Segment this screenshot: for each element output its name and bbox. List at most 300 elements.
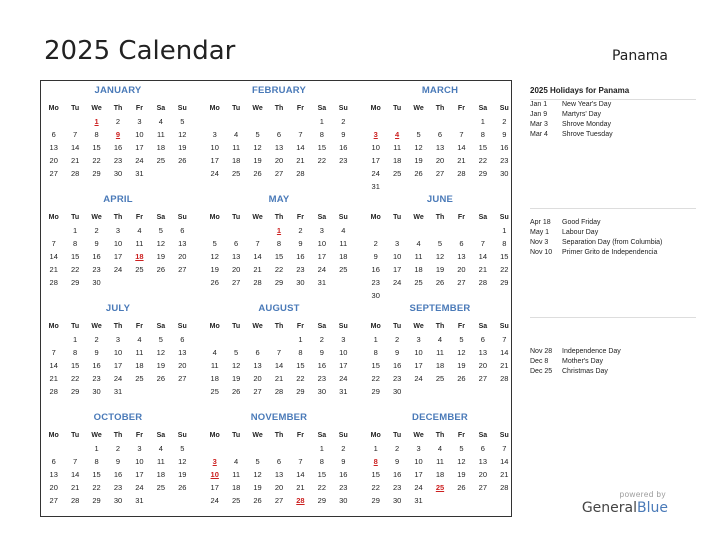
day-cell[interactable]: 21 [500, 470, 509, 479]
holiday-day-cell[interactable]: 3 [212, 457, 217, 466]
day-cell[interactable]: 4 [416, 239, 421, 248]
day-cell[interactable]: 4 [137, 335, 142, 344]
day-cell[interactable]: 3 [212, 130, 217, 139]
day-cell[interactable]: 20 [253, 374, 262, 383]
day-cell[interactable]: 1 [373, 444, 378, 453]
day-cell[interactable]: 21 [457, 156, 466, 165]
day-cell[interactable]: 26 [253, 496, 262, 505]
day-cell[interactable]: 19 [414, 156, 423, 165]
day-cell[interactable]: 18 [414, 265, 423, 274]
day-cell[interactable]: 24 [392, 278, 402, 287]
day-cell[interactable]: 29 [371, 496, 380, 505]
day-cell[interactable]: 3 [115, 226, 121, 235]
day-cell[interactable]: 13 [231, 252, 241, 261]
day-cell[interactable]: 25 [135, 374, 144, 383]
day-cell[interactable]: 21 [49, 265, 58, 274]
day-cell[interactable]: 28 [49, 278, 58, 287]
day-cell[interactable]: 13 [178, 348, 187, 357]
day-cell[interactable]: 22 [70, 374, 80, 383]
day-cell[interactable]: 2 [395, 444, 400, 453]
day-cell[interactable]: 12 [253, 470, 262, 479]
day-cell[interactable]: 12 [435, 252, 445, 261]
day-cell[interactable]: 4 [437, 335, 443, 344]
day-cell[interactable]: 7 [73, 130, 78, 139]
day-cell[interactable]: 30 [371, 291, 380, 300]
day-cell[interactable]: 30 [392, 387, 402, 396]
day-cell[interactable]: 20 [49, 156, 58, 165]
day-cell[interactable]: 16 [92, 252, 101, 261]
day-cell[interactable]: 1 [73, 335, 78, 344]
day-cell[interactable]: 22 [296, 374, 305, 383]
day-cell[interactable]: 19 [435, 265, 445, 274]
day-cell[interactable]: 14 [500, 348, 509, 357]
day-cell[interactable]: 9 [395, 348, 400, 357]
day-cell[interactable]: 10 [392, 252, 402, 261]
day-cell[interactable]: 5 [180, 117, 185, 126]
day-cell[interactable]: 18 [339, 252, 348, 261]
day-cell[interactable]: 10 [339, 348, 348, 357]
day-cell[interactable]: 11 [436, 457, 444, 466]
day-cell[interactable]: 25 [231, 169, 241, 178]
day-cell[interactable]: 11 [414, 252, 423, 261]
day-cell[interactable]: 24 [135, 483, 144, 492]
day-cell[interactable]: 23 [392, 374, 402, 383]
day-cell[interactable]: 20 [49, 483, 58, 492]
day-cell[interactable]: 19 [210, 265, 219, 274]
day-cell[interactable]: 26 [178, 483, 187, 492]
day-cell[interactable]: 19 [253, 156, 262, 165]
day-cell[interactable]: 19 [156, 361, 166, 370]
day-cell[interactable]: 24 [414, 483, 423, 492]
day-cell[interactable]: 1 [502, 226, 507, 235]
day-cell[interactable]: 9 [502, 130, 507, 139]
day-cell[interactable]: 8 [73, 348, 78, 357]
day-cell[interactable]: 14 [253, 252, 262, 261]
day-cell[interactable]: 9 [395, 457, 400, 466]
day-cell[interactable]: 9 [341, 457, 346, 466]
day-cell[interactable]: 2 [341, 444, 346, 453]
day-cell[interactable]: 21 [478, 265, 488, 274]
day-cell[interactable]: 7 [298, 457, 303, 466]
day-cell[interactable]: 12 [457, 457, 466, 466]
day-cell[interactable]: 8 [276, 239, 282, 248]
day-cell[interactable]: 6 [51, 457, 56, 466]
day-cell[interactable]: 12 [231, 361, 241, 370]
day-cell[interactable]: 29 [274, 278, 284, 287]
day-cell[interactable]: 13 [49, 470, 58, 479]
day-cell[interactable]: 22 [478, 156, 488, 165]
day-cell[interactable]: 28 [274, 387, 284, 396]
day-cell[interactable]: 28 [70, 169, 80, 178]
day-cell[interactable]: 5 [459, 444, 464, 453]
day-cell[interactable]: 19 [253, 483, 262, 492]
day-cell[interactable]: 30 [317, 387, 327, 396]
day-cell[interactable]: 12 [156, 239, 166, 248]
holiday-day-cell[interactable]: 10 [210, 470, 219, 479]
day-cell[interactable]: 27 [253, 387, 262, 396]
day-cell[interactable]: 2 [319, 335, 324, 344]
day-cell[interactable]: 4 [234, 457, 239, 466]
day-cell[interactable]: 8 [94, 130, 99, 139]
day-cell[interactable]: 25 [339, 265, 348, 274]
day-cell[interactable]: 14 [49, 361, 58, 370]
day-cell[interactable]: 2 [115, 117, 121, 126]
day-cell[interactable]: 4 [234, 130, 239, 139]
brand-logo[interactable] [582, 500, 668, 516]
day-cell[interactable]: 15 [317, 143, 327, 152]
day-cell[interactable]: 25 [414, 278, 423, 287]
day-cell[interactable]: 21 [49, 374, 58, 383]
day-cell[interactable]: 11 [135, 239, 144, 248]
day-cell[interactable]: 27 [457, 278, 466, 287]
day-cell[interactable]: 6 [459, 239, 464, 248]
day-cell[interactable]: 17 [414, 470, 423, 479]
day-cell[interactable]: 31 [371, 182, 380, 191]
day-cell[interactable]: 24 [339, 374, 348, 383]
day-cell[interactable]: 8 [319, 457, 324, 466]
day-cell[interactable]: 5 [158, 335, 163, 344]
day-cell[interactable]: 25 [210, 387, 219, 396]
day-cell[interactable]: 26 [156, 265, 166, 274]
day-cell[interactable]: 12 [178, 457, 187, 466]
day-cell[interactable]: 27 [49, 169, 58, 178]
day-cell[interactable]: 16 [92, 361, 101, 370]
day-cell[interactable]: 3 [137, 117, 142, 126]
holiday-day-cell[interactable]: 28 [296, 496, 305, 505]
day-cell[interactable]: 5 [180, 444, 185, 453]
day-cell[interactable]: 11 [210, 361, 219, 370]
day-cell[interactable]: 16 [317, 361, 327, 370]
day-cell[interactable]: 7 [502, 335, 507, 344]
day-cell[interactable]: 13 [478, 457, 488, 466]
day-cell[interactable]: 17 [392, 265, 402, 274]
day-cell[interactable]: 30 [92, 278, 101, 287]
day-cell[interactable]: 27 [478, 374, 488, 383]
holiday-day-cell[interactable]: 4 [395, 130, 400, 139]
day-cell[interactable]: 14 [49, 252, 58, 261]
day-cell[interactable]: 2 [502, 117, 507, 126]
day-cell[interactable]: 26 [414, 169, 423, 178]
day-cell[interactable]: 5 [234, 348, 239, 357]
day-cell[interactable]: 6 [180, 226, 185, 235]
day-cell[interactable]: 22 [92, 156, 101, 165]
day-cell[interactable]: 8 [502, 239, 507, 248]
day-cell[interactable]: 15 [70, 361, 80, 370]
day-cell[interactable]: 28 [500, 374, 509, 383]
day-cell[interactable]: 31 [135, 169, 144, 178]
day-cell[interactable]: 25 [392, 169, 402, 178]
day-cell[interactable]: 13 [457, 252, 466, 261]
day-cell[interactable]: 23 [392, 483, 402, 492]
day-cell[interactable]: 18 [231, 483, 241, 492]
day-cell[interactable]: 17 [339, 361, 348, 370]
day-cell[interactable]: 6 [180, 335, 185, 344]
day-cell[interactable]: 9 [115, 457, 121, 466]
day-cell[interactable]: 27 [231, 278, 241, 287]
day-cell[interactable]: 20 [478, 361, 488, 370]
day-cell[interactable]: 14 [296, 143, 305, 152]
day-cell[interactable]: 18 [231, 156, 241, 165]
day-cell[interactable]: 19 [178, 143, 187, 152]
day-cell[interactable]: 27 [274, 169, 284, 178]
day-cell[interactable]: 5 [459, 335, 464, 344]
day-cell[interactable]: 2 [298, 226, 303, 235]
day-cell[interactable]: 4 [158, 117, 163, 126]
day-cell[interactable]: 16 [113, 143, 123, 152]
day-cell[interactable]: 14 [70, 470, 80, 479]
day-cell[interactable]: 25 [435, 374, 445, 383]
day-cell[interactable]: 29 [371, 387, 380, 396]
day-cell[interactable]: 6 [480, 335, 485, 344]
day-cell[interactable]: 16 [339, 143, 348, 152]
day-cell[interactable]: 5 [255, 457, 260, 466]
day-cell[interactable]: 8 [373, 348, 378, 357]
day-cell[interactable]: 13 [478, 348, 488, 357]
day-cell[interactable]: 11 [156, 130, 165, 139]
day-cell[interactable]: 1 [298, 335, 303, 344]
day-cell[interactable]: 20 [274, 156, 284, 165]
day-cell[interactable]: 10 [414, 348, 423, 357]
day-cell[interactable]: 11 [232, 143, 241, 152]
day-cell[interactable]: 24 [414, 374, 423, 383]
day-cell[interactable]: 9 [298, 239, 303, 248]
day-cell[interactable]: 2 [115, 444, 121, 453]
day-cell[interactable]: 28 [500, 483, 509, 492]
day-cell[interactable]: 9 [341, 130, 346, 139]
day-cell[interactable]: 12 [210, 252, 219, 261]
day-cell[interactable]: 6 [276, 130, 282, 139]
day-cell[interactable]: 17 [371, 156, 380, 165]
day-cell[interactable]: 14 [478, 252, 488, 261]
day-cell[interactable]: 7 [502, 444, 507, 453]
day-cell[interactable]: 2 [373, 239, 378, 248]
day-cell[interactable]: 17 [210, 156, 219, 165]
day-cell[interactable]: 2 [94, 335, 99, 344]
day-cell[interactable]: 25 [231, 496, 241, 505]
day-cell[interactable]: 14 [274, 361, 284, 370]
day-cell[interactable]: 13 [178, 239, 187, 248]
day-cell[interactable]: 9 [319, 348, 324, 357]
day-cell[interactable]: 29 [70, 387, 80, 396]
day-cell[interactable]: 10 [113, 239, 123, 248]
day-cell[interactable]: 20 [274, 483, 284, 492]
day-cell[interactable]: 8 [319, 130, 324, 139]
day-cell[interactable]: 16 [500, 143, 509, 152]
day-cell[interactable]: 15 [500, 252, 509, 261]
day-cell[interactable]: 30 [113, 496, 123, 505]
day-cell[interactable]: 28 [253, 278, 262, 287]
day-cell[interactable]: 22 [92, 483, 101, 492]
day-cell[interactable]: 17 [135, 470, 144, 479]
day-cell[interactable]: 25 [135, 265, 144, 274]
day-cell[interactable]: 30 [339, 496, 348, 505]
day-cell[interactable]: 17 [113, 361, 123, 370]
day-cell[interactable]: 24 [113, 265, 123, 274]
day-cell[interactable]: 20 [231, 265, 241, 274]
day-cell[interactable]: 6 [51, 130, 56, 139]
day-cell[interactable]: 13 [274, 143, 284, 152]
day-cell[interactable]: 26 [457, 374, 466, 383]
day-cell[interactable]: 18 [156, 143, 166, 152]
day-cell[interactable]: 13 [274, 470, 284, 479]
day-cell[interactable]: 30 [500, 169, 509, 178]
day-cell[interactable]: 23 [113, 156, 123, 165]
day-cell[interactable]: 1 [480, 117, 485, 126]
day-cell[interactable]: 23 [296, 265, 305, 274]
day-cell[interactable]: 12 [253, 143, 262, 152]
day-cell[interactable]: 21 [274, 374, 284, 383]
day-cell[interactable]: 23 [113, 483, 123, 492]
day-cell[interactable]: 8 [480, 130, 485, 139]
day-cell[interactable]: 20 [478, 470, 488, 479]
day-cell[interactable]: 18 [435, 470, 445, 479]
day-cell[interactable]: 22 [371, 374, 380, 383]
day-cell[interactable]: 18 [435, 361, 445, 370]
day-cell[interactable]: 28 [478, 278, 488, 287]
day-cell[interactable]: 26 [435, 278, 445, 287]
day-cell[interactable]: 26 [253, 169, 262, 178]
day-cell[interactable]: 23 [92, 374, 101, 383]
day-cell[interactable]: 10 [414, 457, 423, 466]
holiday-day-cell[interactable]: 25 [435, 483, 445, 492]
day-cell[interactable]: 29 [92, 169, 101, 178]
day-cell[interactable]: 27 [178, 374, 187, 383]
day-cell[interactable]: 1 [319, 444, 324, 453]
day-cell[interactable]: 11 [232, 470, 241, 479]
day-cell[interactable]: 24 [210, 169, 219, 178]
day-cell[interactable]: 29 [70, 278, 80, 287]
day-cell[interactable]: 18 [135, 361, 144, 370]
day-cell[interactable]: 10 [135, 457, 144, 466]
day-cell[interactable]: 29 [478, 169, 488, 178]
day-cell[interactable]: 31 [339, 387, 348, 396]
day-cell[interactable]: 1 [94, 444, 99, 453]
day-cell[interactable]: 7 [51, 348, 56, 357]
day-cell[interactable]: 4 [137, 226, 142, 235]
day-cell[interactable]: 23 [500, 156, 509, 165]
day-cell[interactable]: 11 [393, 143, 402, 152]
day-cell[interactable]: 15 [317, 470, 327, 479]
day-cell[interactable]: 13 [253, 361, 262, 370]
day-cell[interactable]: 7 [51, 239, 56, 248]
day-cell[interactable]: 5 [437, 239, 443, 248]
day-cell[interactable]: 7 [298, 130, 303, 139]
day-cell[interactable]: 2 [395, 335, 400, 344]
day-cell[interactable]: 6 [255, 348, 260, 357]
day-cell[interactable]: 29 [500, 278, 509, 287]
day-cell[interactable]: 3 [319, 226, 324, 235]
day-cell[interactable]: 31 [135, 496, 144, 505]
day-cell[interactable]: 11 [135, 348, 144, 357]
day-cell[interactable]: 26 [178, 156, 187, 165]
day-cell[interactable]: 27 [178, 265, 187, 274]
day-cell[interactable]: 23 [339, 483, 348, 492]
day-cell[interactable]: 19 [457, 470, 466, 479]
day-cell[interactable]: 22 [70, 265, 80, 274]
day-cell[interactable]: 22 [317, 483, 327, 492]
day-cell[interactable]: 27 [435, 169, 445, 178]
day-cell[interactable]: 21 [70, 483, 80, 492]
day-cell[interactable]: 14 [457, 143, 466, 152]
day-cell[interactable]: 24 [317, 265, 327, 274]
day-cell[interactable]: 9 [94, 348, 99, 357]
day-cell[interactable]: 10 [317, 239, 327, 248]
day-cell[interactable]: 17 [414, 361, 423, 370]
day-cell[interactable]: 24 [210, 496, 219, 505]
day-cell[interactable]: 15 [296, 361, 305, 370]
day-cell[interactable]: 11 [156, 457, 165, 466]
day-cell[interactable]: 3 [115, 335, 121, 344]
day-cell[interactable]: 24 [371, 169, 380, 178]
day-cell[interactable]: 26 [457, 483, 466, 492]
day-cell[interactable]: 10 [210, 143, 219, 152]
day-cell[interactable]: 3 [341, 335, 346, 344]
day-cell[interactable]: 6 [234, 239, 239, 248]
day-cell[interactable]: 31 [317, 278, 327, 287]
day-cell[interactable]: 22 [274, 265, 284, 274]
day-cell[interactable]: 10 [135, 130, 144, 139]
day-cell[interactable]: 14 [296, 470, 305, 479]
day-cell[interactable]: 17 [113, 252, 123, 261]
day-cell[interactable]: 7 [480, 239, 485, 248]
day-cell[interactable]: 15 [274, 252, 284, 261]
day-cell[interactable]: 30 [392, 496, 402, 505]
day-cell[interactable]: 21 [296, 156, 305, 165]
day-cell[interactable]: 6 [276, 457, 282, 466]
day-cell[interactable]: 22 [500, 265, 509, 274]
day-cell[interactable]: 8 [73, 239, 78, 248]
day-cell[interactable]: 15 [478, 143, 488, 152]
day-cell[interactable]: 16 [371, 265, 380, 274]
day-cell[interactable]: 23 [339, 156, 348, 165]
day-cell[interactable]: 20 [178, 361, 187, 370]
day-cell[interactable]: 5 [416, 130, 421, 139]
holiday-day-cell[interactable]: 1 [94, 117, 99, 126]
holiday-day-cell[interactable]: 3 [373, 130, 378, 139]
day-cell[interactable]: 10 [371, 143, 380, 152]
day-cell[interactable]: 19 [156, 252, 166, 261]
day-cell[interactable]: 17 [210, 483, 219, 492]
day-cell[interactable]: 17 [135, 143, 144, 152]
day-cell[interactable]: 16 [339, 470, 348, 479]
day-cell[interactable]: 27 [274, 496, 284, 505]
day-cell[interactable]: 29 [92, 496, 101, 505]
day-cell[interactable]: 31 [414, 496, 423, 505]
day-cell[interactable]: 14 [70, 143, 80, 152]
day-cell[interactable]: 16 [392, 361, 402, 370]
day-cell[interactable]: 12 [414, 143, 423, 152]
day-cell[interactable]: 29 [296, 387, 305, 396]
day-cell[interactable]: 18 [156, 470, 166, 479]
day-cell[interactable]: 15 [70, 252, 80, 261]
holiday-day-cell[interactable]: 1 [276, 226, 282, 235]
day-cell[interactable]: 19 [457, 361, 466, 370]
day-cell[interactable]: 1 [373, 335, 378, 344]
day-cell[interactable]: 1 [319, 117, 324, 126]
holiday-day-cell[interactable]: 18 [135, 252, 144, 261]
day-cell[interactable]: 4 [158, 444, 163, 453]
day-cell[interactable]: 23 [371, 278, 380, 287]
day-cell[interactable]: 21 [500, 361, 509, 370]
day-cell[interactable]: 8 [298, 348, 303, 357]
day-cell[interactable]: 17 [317, 252, 327, 261]
day-cell[interactable]: 30 [296, 278, 305, 287]
day-cell[interactable]: 3 [416, 444, 421, 453]
day-cell[interactable]: 6 [480, 444, 485, 453]
day-cell[interactable]: 30 [113, 169, 123, 178]
day-cell[interactable]: 13 [435, 143, 445, 152]
day-cell[interactable]: 12 [156, 348, 166, 357]
